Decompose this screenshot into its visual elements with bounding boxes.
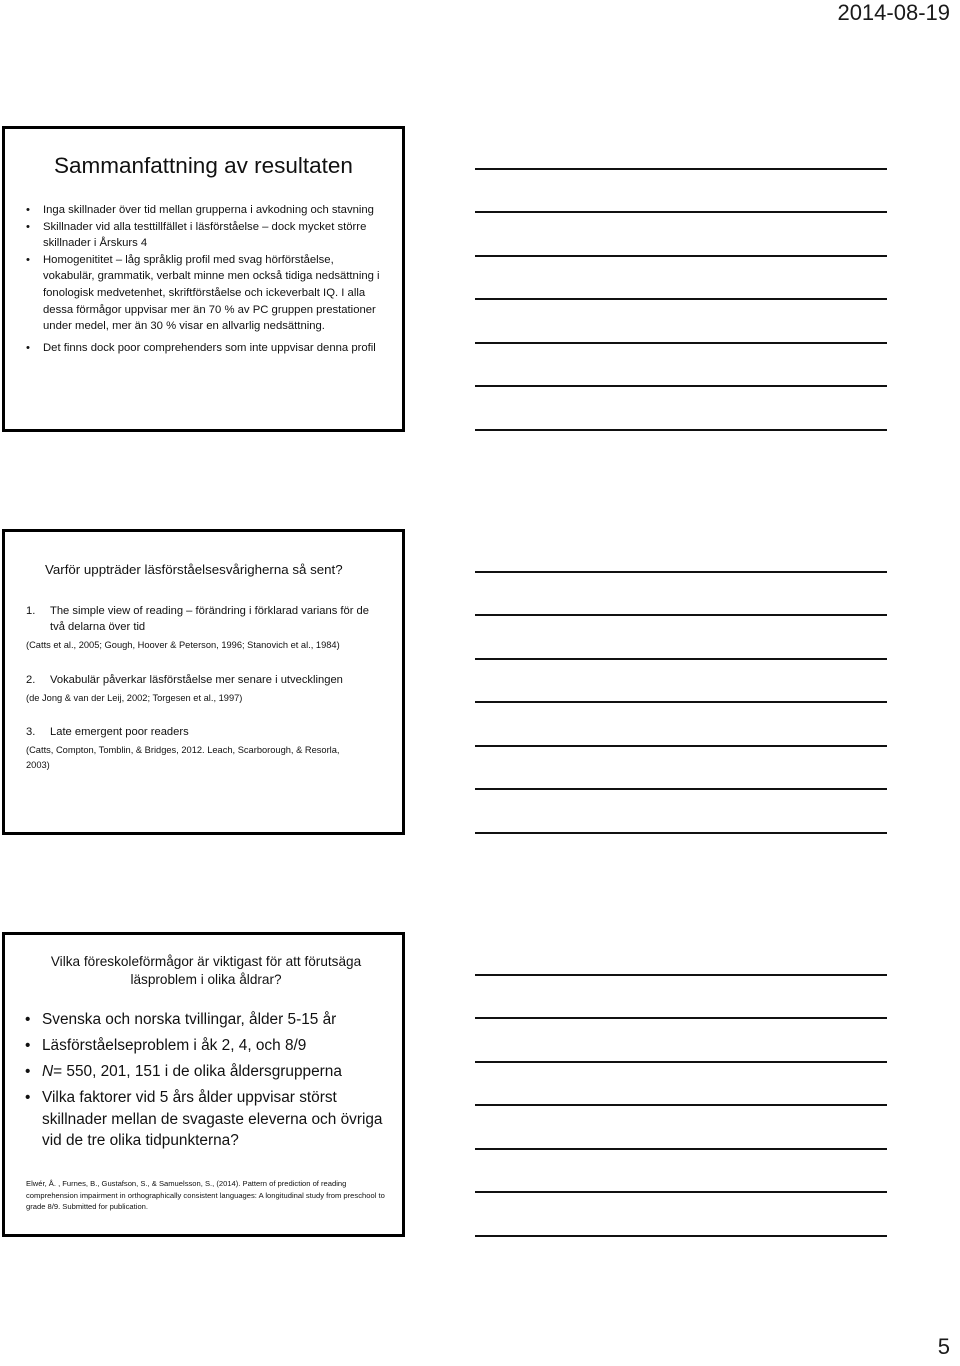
item-reference: (Catts et al., 2005; Gough, Hoover & Peterson, 1996; Stanovich et al., 1984)	[26, 640, 340, 650]
numbered-item	[26, 603, 386, 653]
note-line	[475, 658, 887, 660]
bullet-item: • Homogenititet – låg språklig profil med svag hörförståelse, vokabulär, grammatik, verbalt minne men också tidiga nedsättning i fonologisk medvetenhet, skriftförståelse och ickeverbalt IQ. I alla dessa förmågor uppvisar mer än 70 % av PC gruppen prestationer under medel, mer än 30 % visar en allvarlig nedsättning.	[21, 252, 381, 335]
note-line	[475, 1235, 887, 1237]
note-line	[475, 745, 887, 747]
bullet-item: • Läsförståelseproblem i åk 2, 4, och 8/9	[19, 1035, 389, 1057]
slide-title: Sammanfattning av resultaten	[54, 153, 353, 178]
item-text: Vokabulär påverkar läsförståelse mer senare i utvecklingen	[50, 674, 343, 686]
note-line	[475, 255, 887, 257]
slide-title: Vilka föreskoleförmågor är viktigast för att förutsäga läsproblem i olika åldrar?	[50, 954, 362, 987]
note-line	[475, 342, 887, 344]
note-line	[475, 1061, 887, 1063]
item-number: 1.	[26, 605, 36, 617]
item-number: 2.	[26, 674, 36, 686]
note-line	[475, 614, 887, 616]
note-line	[475, 1148, 887, 1150]
note-line	[475, 571, 887, 573]
slide-summary	[2, 126, 405, 432]
note-line	[475, 788, 887, 790]
note-line	[475, 1104, 887, 1106]
page-number: 5	[937, 1334, 950, 1359]
bullet-list	[19, 1009, 389, 1156]
item-text: The simple view of reading – förändring i förklarad varians för de två delarna över tid	[50, 605, 370, 633]
italic-n: N	[42, 1063, 54, 1080]
item-text: Late emergent poor readers	[50, 726, 189, 738]
note-line	[475, 1191, 887, 1193]
item-reference: (de Jong & van der Leij, 2002; Torgesen et al., 1997)	[26, 693, 243, 703]
bullet-text: = 550, 201, 151 i de olika åldersgrupperna	[53, 1063, 342, 1080]
bullet-item: • Svenska och norska tvillingar, ålder 5-15 år	[19, 1009, 389, 1031]
note-line	[475, 298, 887, 300]
note-line	[475, 429, 887, 431]
bullet-item: • Vilka faktorer vid 5 års ålder uppvisar störst skillnader mellan de svagaste eleverna och övriga vid de tre olika tidpunkterna?	[19, 1087, 389, 1152]
numbered-item	[26, 672, 386, 706]
bullet-list	[21, 202, 381, 356]
note-line	[475, 974, 887, 976]
note-line	[475, 701, 887, 703]
item-reference: (Catts, Compton, Tomblin, & Bridges, 2012. Leach, Scarborough, & Resorla, 2003)	[26, 745, 340, 770]
slide-why-late	[2, 529, 405, 835]
bullet-item: • Inga skillnader över tid mellan grupperna i avkodning och stavning	[21, 202, 381, 219]
note-line	[475, 385, 887, 387]
numbered-item	[26, 724, 356, 773]
note-line	[475, 832, 887, 834]
note-line	[475, 1017, 887, 1019]
slide-preschool-abilities	[2, 932, 405, 1237]
slide-title: Varför uppträder läsförståelsesvårigherna så sent?	[45, 562, 343, 577]
bullet-item: • Det finns dock poor comprehenders som inte uppvisar denna profil	[21, 340, 381, 357]
bullet-item: • Skillnader vid alla testtillfället i läsförståelse – dock mycket större skillnader i Årskurs 4	[21, 219, 381, 252]
citation: Elwér, Å. , Furnes, B., Gustafson, S., & Samuelsson, S., (2014). Pattern of prediction of reading comprehension impairment in orthographically consistent languages: A longitudinal study from preschool to grade 8/9. Submitted for publication.	[26, 1179, 385, 1211]
bullet-item	[19, 1061, 389, 1083]
page-date: 2014-08-19	[837, 0, 950, 25]
note-line	[475, 168, 887, 170]
item-number: 3.	[26, 726, 36, 738]
note-line	[475, 211, 887, 213]
